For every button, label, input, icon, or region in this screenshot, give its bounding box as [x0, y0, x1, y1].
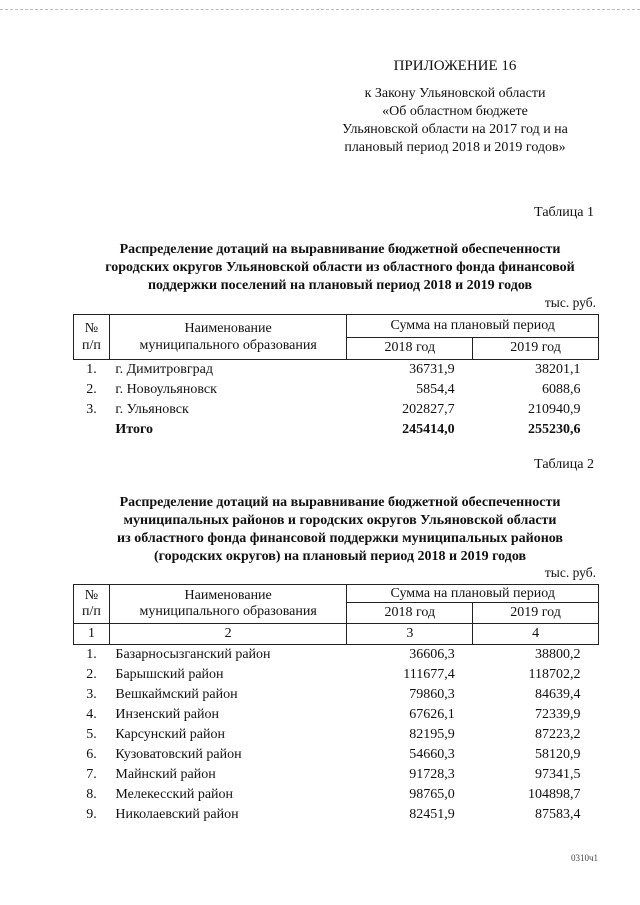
top-dashed-line: [0, 9, 640, 10]
header-year-2018: 2018 год: [347, 337, 473, 360]
header-name-text: Наименование: [184, 588, 272, 603]
row-name: Вешкаймский район: [115, 687, 238, 702]
table-row: [74, 725, 599, 745]
row-name: Кузоватовский район: [115, 747, 242, 762]
appendix-title: ПРИЛОЖЕНИЕ 16: [393, 58, 517, 74]
col-num-1: 1: [74, 624, 110, 645]
header-num: [74, 315, 110, 360]
title-line: муниципальных районов и городских округов Ульяновской области: [123, 513, 557, 528]
row-value-2018: 67626,1: [409, 707, 455, 722]
table2: [73, 584, 599, 825]
row-value-2018: 202827,7: [402, 402, 455, 417]
row-name: Мелекесский район: [115, 787, 234, 802]
row-num: 1.: [86, 362, 97, 377]
header-num-text: п/п: [82, 604, 101, 619]
header-num-text: №: [84, 321, 99, 336]
header-sum: Сумма на плановый период: [347, 585, 599, 603]
row-num: 3.: [86, 402, 97, 417]
title-line: Распределение дотаций на выравнивание бюджетной обеспеченности: [119, 495, 561, 510]
row-value-2018: 36606,3: [409, 647, 455, 662]
total-label: Итого: [115, 422, 153, 437]
appendix-header: [320, 58, 590, 157]
row-value-2018: 98765,0: [409, 787, 455, 802]
row-num: 3.: [86, 687, 97, 702]
appendix-line: Ульяновской области на 2017 год и на: [342, 122, 568, 137]
row-name: Базарносызганский район: [115, 647, 271, 662]
table-row: [74, 645, 599, 666]
header-name-text: муниципального образования: [139, 604, 317, 619]
table2-title: [60, 494, 620, 566]
row-value-2019: 210940,9: [528, 402, 581, 417]
row-name: Карсунский район: [115, 727, 225, 742]
row-name: г. Ульяновск: [115, 402, 189, 417]
table-row: [74, 685, 599, 705]
appendix-line: плановый период 2018 и 2019 годов»: [344, 140, 566, 155]
header-year-2019: 2019 год: [473, 337, 599, 360]
total-value-2019: 255230,6: [528, 422, 581, 437]
header-num-text: п/п: [82, 338, 101, 353]
col-num-2: 2: [109, 624, 347, 645]
row-value-2019: 38201,1: [535, 362, 581, 377]
title-line: городских округов Ульяновской области из областного фонда финансовой: [105, 260, 575, 275]
row-num: 9.: [86, 807, 97, 822]
header-num-text: №: [84, 588, 99, 603]
title-line: (городских округов) на плановый период 2018 и 2019 годов: [153, 549, 527, 564]
row-value-2019: 84639,4: [535, 687, 581, 702]
table1-unit: тыс. руб.: [544, 295, 596, 310]
row-value-2018: 82195,9: [409, 727, 455, 742]
row-value-2019: 6088,6: [542, 382, 581, 397]
table1: [73, 314, 599, 440]
row-value-2019: 104898,7: [528, 787, 581, 802]
row-num: 8.: [86, 787, 97, 802]
header-year-2019: 2019 год: [473, 603, 599, 624]
row-value-2018: 36731,9: [409, 362, 455, 377]
appendix-line: к Закону Ульяновской области: [364, 86, 546, 101]
row-num: 2.: [86, 382, 97, 397]
title-line: Распределение дотаций на выравнивание бюджетной обеспеченности: [119, 242, 561, 257]
row-num: 4.: [86, 707, 97, 722]
table2-label: Таблица 2: [534, 457, 594, 472]
header-name-text: муниципального образования: [139, 338, 317, 353]
row-name: Инзенский район: [115, 707, 219, 722]
table1-title: [60, 241, 620, 295]
row-value-2018: 5854,4: [416, 382, 455, 397]
table2-unit: тыс. руб.: [544, 565, 596, 580]
table1-label: Таблица 1: [534, 205, 594, 220]
col-num-4: 4: [473, 624, 599, 645]
row-num: 1.: [86, 647, 97, 662]
total-row: [74, 420, 599, 440]
header-name-text: Наименование: [184, 321, 272, 336]
table-row: [74, 785, 599, 805]
title-line: из областного фонда финансовой поддержки муниципальных районов: [117, 531, 563, 546]
row-value-2018: 82451,9: [409, 807, 455, 822]
table-row: [74, 805, 599, 825]
row-num: 7.: [86, 767, 97, 782]
table-row: [74, 380, 599, 400]
row-value-2018: 111677,4: [403, 667, 455, 682]
total-value-2018: 245414,0: [402, 422, 455, 437]
header-num: [74, 585, 110, 624]
row-value-2019: 58120,9: [535, 747, 581, 762]
row-value-2018: 54660,3: [409, 747, 455, 762]
table-row: [74, 745, 599, 765]
row-num: 6.: [86, 747, 97, 762]
row-value-2018: 91728,3: [409, 767, 455, 782]
row-value-2019: 38800,2: [535, 647, 581, 662]
header-name: [109, 585, 347, 624]
header-sum: Сумма на плановый период: [347, 315, 599, 338]
footer-code: 0310ч1: [570, 853, 598, 863]
row-value-2019: 97341,5: [535, 767, 581, 782]
row-num: 2.: [86, 667, 97, 682]
row-value-2019: 118702,2: [528, 667, 581, 682]
row-name: Барышский район: [115, 667, 224, 682]
row-value-2019: 72339,9: [535, 707, 581, 722]
column-numbers-row: [74, 624, 599, 645]
row-value-2018: 79860,3: [409, 687, 455, 702]
table-row: [74, 400, 599, 420]
header-name: [109, 315, 346, 360]
title-line: поддержки поселений на плановый период 2018 и 2019 годов: [147, 278, 533, 293]
row-name: г. Новоульяновск: [115, 382, 217, 397]
appendix-line: «Об областном бюджете: [382, 104, 528, 119]
row-name: г. Димитровград: [115, 362, 213, 377]
row-num: 5.: [86, 727, 97, 742]
col-num-3: 3: [347, 624, 473, 645]
table-row: [74, 360, 599, 381]
row-name: Майнский район: [115, 767, 216, 782]
header-year-2018: 2018 год: [347, 603, 473, 624]
row-value-2019: 87583,4: [535, 807, 581, 822]
table-row: [74, 705, 599, 725]
table-row: [74, 765, 599, 785]
table-row: [74, 665, 599, 685]
row-value-2019: 87223,2: [535, 727, 581, 742]
row-name: Николаевский район: [115, 807, 239, 822]
